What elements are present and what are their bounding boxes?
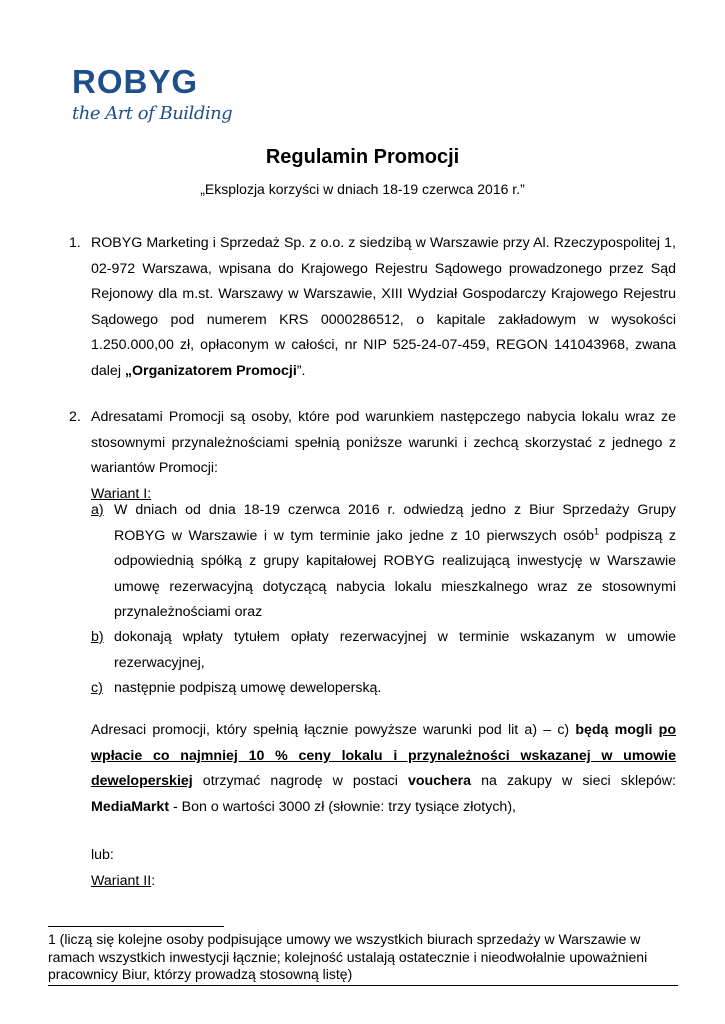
document-subtitle: „Eksplozja korzyści w dniach 18-19 czerwca 2016 r.” bbox=[200, 181, 525, 197]
reward-text-3: na zakupy w sieci sklepów: bbox=[471, 773, 676, 790]
variant-2-heading bbox=[91, 869, 155, 895]
variant-1-heading: Wariant I: bbox=[91, 486, 152, 502]
paragraph-1-end: ”. bbox=[296, 362, 306, 379]
item-a-text-part1: W dniach od dnia 18-19 czerwca 2016 r. odwiedzą jedno z Biur Sprzedaży Grupy ROBYG w Warszawie i w tym terminie jako jedne z 10 pierwszych osób bbox=[114, 502, 676, 544]
paragraph-1-number: 1. bbox=[69, 235, 81, 251]
paragraph-2-text: Adresatami Promocji są osoby, które pod warunkiem następczego nabycia lokalu wraz ze stosownymi przynależnościami spełnią poniższe warunki i zechcą skorzystać z jednego z wariantów Promocji: bbox=[91, 409, 676, 477]
footnote-bottom-rule bbox=[48, 985, 678, 986]
document-title: Regulamin Promocji bbox=[265, 146, 460, 168]
paragraph-2-number: 2. bbox=[69, 409, 81, 425]
reward-bold-1: będą mogli bbox=[575, 722, 659, 738]
reward-text-4: - Bon o wartości 3000 zł (słownie: trzy tysiące złotych), bbox=[169, 798, 516, 815]
reward-store: MediaMarkt bbox=[91, 798, 170, 815]
footnote-ref: 1 bbox=[594, 525, 600, 536]
footnote-separator bbox=[48, 926, 224, 927]
company-logo bbox=[70, 63, 233, 143]
paragraph-1-text: ROBYG Marketing i Sprzedaż Sp. z o.o. z siedzibą w Warszawie przy Al. Rzeczypospolitej 1, 02-972 Warszawa, wpisana do Krajowego Rejestru Sądowego prowadzonego przez Sąd Rejonowy dla m.st. Warszawy w Warszawie, XIII Wydział Gospodarczy Krajowego Rejestru Sądowego pod numerem KRS 0000286512, o kapitale zakładowym w wysokości 1.250.000,00 zł, opłaconym w całości, nr NIP 525-24-07-459, REGON 141043968, zwana dalej bbox=[91, 235, 676, 379]
item-a-text bbox=[114, 498, 676, 626]
variant-2-heading-colon: : bbox=[151, 873, 156, 889]
item-c-label: c) bbox=[91, 680, 103, 696]
footnote-text: 1 (liczą się kolejne osoby podpisujące umowy we wszystkich biurach sprzedaży w Warszawie w ramach wszystkich inwestycji łącznie; kolejność ustalają ostatecznie i nieodwołalnie upoważnieni pracownicy Biur, którzy prowadzą stosowną listę) bbox=[48, 931, 648, 982]
item-c-text: następnie podpiszą umowę deweloperską. bbox=[114, 680, 382, 696]
reward-paragraph bbox=[91, 718, 676, 820]
paragraph-1 bbox=[91, 231, 676, 385]
reward-voucher: vouchera bbox=[407, 773, 472, 790]
logo-wordmark: ROBYG bbox=[72, 63, 199, 100]
item-a-text-part2: podpiszą z odpowiednią spółką z grupy kapitałowej ROBYG realizującą inwestycję w Warszawie umowę rezerwacyjną dotyczącą nabycia lokalu mieszkalnego wraz ze stosownymi przynależnościami oraz bbox=[114, 527, 676, 621]
paragraph-1-organizer: „Organizatorem Promocji bbox=[124, 362, 297, 379]
item-b-text: dokonają wpłaty tytułem opłaty rezerwacyjnej w terminie wskazanym w umowie rezerwacyjnej, bbox=[114, 629, 676, 671]
logo-tagline: the Art of Building bbox=[72, 103, 233, 124]
item-b-label: b) bbox=[91, 629, 104, 645]
reward-text-1: Adresaci promocji, który spełnią łącznie powyższe warunki pod lit a) – c) bbox=[91, 722, 576, 738]
reward-condition: po wpłacie co najmniej 10 % ceny lokalu i przynależności wskazanej w umowie deweloperskiej bbox=[91, 722, 676, 790]
reward-text-2: otrzymać nagrodę w postaci bbox=[192, 773, 408, 790]
item-a-label: a) bbox=[91, 502, 104, 518]
variant-2-heading-label: Wariant II bbox=[91, 873, 152, 889]
or-text: lub: bbox=[91, 847, 114, 863]
